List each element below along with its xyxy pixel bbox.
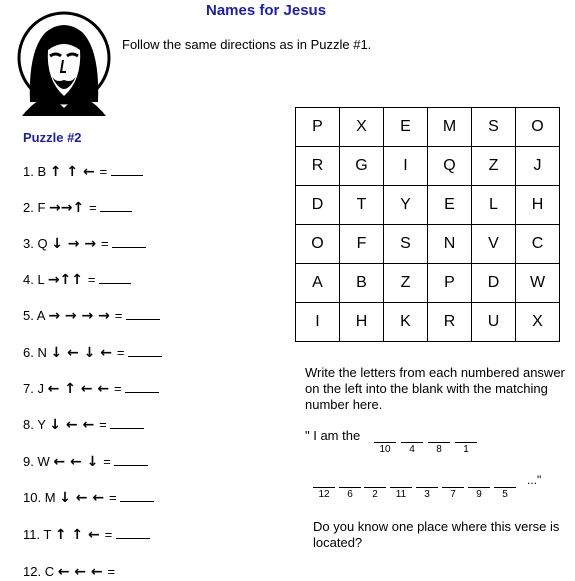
grid-cell: L — [472, 186, 516, 225]
grid-cell: D — [296, 186, 340, 225]
clue-letter: M — [44, 490, 60, 505]
jesus-portrait-icon — [16, 10, 112, 116]
clue-row — [23, 563, 119, 581]
grid-cell: G — [340, 147, 384, 186]
verse-blank-number: 3 — [424, 489, 430, 500]
grid-cell: O — [516, 108, 560, 147]
grid-cell: R — [428, 303, 472, 342]
clue-letter: Q — [37, 236, 52, 251]
verse-blank[interactable] — [416, 473, 438, 488]
verse-start-text: " I am the — [305, 428, 361, 443]
clue-row — [23, 526, 150, 544]
grid-cell: Z — [384, 264, 428, 303]
grid-cell: P — [296, 108, 340, 147]
clue-row — [23, 380, 159, 398]
grid-cell: Z — [472, 147, 516, 186]
grid-cell: D — [472, 264, 516, 303]
grid-cell: I — [384, 147, 428, 186]
clue-arrows: ↓ ← ↓ ← — [50, 345, 117, 361]
clue-row — [23, 416, 144, 434]
grid-row — [296, 108, 560, 147]
clue-arrows: → → → → — [48, 308, 115, 324]
verse-blank[interactable] — [313, 473, 335, 488]
verse-blank[interactable] — [468, 473, 490, 488]
answer-blank[interactable] — [114, 453, 148, 466]
clue-number: 7. — [23, 381, 38, 396]
verse-ellipsis: ..." — [527, 473, 542, 487]
clue-row — [23, 235, 146, 253]
answer-blank[interactable] — [110, 416, 144, 429]
clue-equals: = — [108, 490, 121, 505]
clue-number: 9. — [23, 454, 38, 469]
verse-blank-number: 7 — [450, 489, 456, 500]
clue-row — [23, 271, 131, 289]
clue-number: 6. — [23, 345, 38, 360]
grid-cell: T — [340, 186, 384, 225]
grid-cell: R — [296, 147, 340, 186]
clue-equals: = — [107, 564, 119, 579]
verse-blank[interactable] — [442, 473, 464, 488]
grid-cell: B — [340, 264, 384, 303]
answer-blank[interactable] — [120, 489, 154, 502]
answer-blank[interactable] — [126, 307, 160, 320]
clue-arrows: →→↑ — [49, 200, 90, 216]
grid-cell: Y — [384, 186, 428, 225]
clue-letter: A — [36, 308, 49, 323]
verse-blank[interactable] — [390, 473, 412, 488]
grid-cell: H — [340, 303, 384, 342]
clue-arrows: ← ← ← — [57, 564, 108, 580]
clue-letter: C — [44, 564, 58, 579]
clue-arrows: →↑↑ — [47, 272, 88, 288]
directions-text: Follow the same directions as in Puzzle #1. — [122, 37, 372, 52]
verse-blank-number: 8 — [436, 444, 442, 455]
grid-row — [296, 147, 560, 186]
clue-number: 8. — [23, 417, 38, 432]
clue-row — [23, 489, 154, 507]
verse-blank-number: 5 — [502, 489, 508, 500]
clue-arrows: ↓ ← ← — [59, 490, 109, 506]
verse-blank[interactable] — [374, 428, 396, 443]
grid-cell: W — [516, 264, 560, 303]
verse-blank[interactable] — [494, 473, 516, 488]
verse-blank-number: 10 — [379, 444, 391, 455]
verse-blank[interactable] — [455, 428, 477, 443]
clue-letter: J — [37, 381, 48, 396]
clue-equals: = — [116, 345, 129, 360]
grid-cell: J — [516, 147, 560, 186]
grid-cell: F — [340, 225, 384, 264]
verse-blank-number: 12 — [318, 489, 330, 500]
answer-blank[interactable] — [116, 526, 150, 539]
grid-cell: C — [516, 225, 560, 264]
grid-row — [296, 186, 560, 225]
clue-letter: Y — [37, 417, 50, 432]
grid-row — [296, 264, 560, 303]
clue-equals: = — [99, 164, 111, 179]
verse-blank-number: 9 — [476, 489, 482, 500]
grid-cell: Q — [428, 147, 472, 186]
clue-number: 10. — [23, 490, 45, 505]
grid-cell: E — [384, 108, 428, 147]
clue-equals: = — [114, 381, 126, 396]
clue-arrows: ← ↑ ← ← — [47, 381, 115, 397]
clue-arrows: ↑ ↑ ← — [54, 527, 105, 543]
answer-blank[interactable] — [112, 235, 146, 248]
grid-cell: P — [428, 264, 472, 303]
clue-number: 12. — [23, 564, 45, 579]
verse-blank-number: 2 — [372, 489, 378, 500]
verse-blank-number: 1 — [463, 444, 469, 455]
clue-equals: = — [89, 200, 101, 215]
clue-arrows: ← ← ↓ — [53, 454, 104, 470]
clue-row — [23, 163, 143, 181]
grid-cell: N — [428, 225, 472, 264]
clue-row — [23, 344, 162, 362]
clue-equals: = — [99, 417, 111, 432]
grid-cell: V — [472, 225, 516, 264]
answer-blank[interactable] — [125, 380, 159, 393]
clue-equals: = — [103, 454, 115, 469]
clue-letter: W — [37, 454, 54, 469]
clue-number: 5. — [23, 308, 37, 323]
instructions-text: Write the letters from each numbered answer on the left into the blank with the matching number here. — [305, 365, 565, 412]
clue-arrows: ↑ ↑ ← — [49, 164, 100, 180]
clue-row — [23, 307, 160, 325]
grid-cell: X — [516, 303, 560, 342]
grid-cell: S — [472, 108, 516, 147]
verse-blank-number: 4 — [409, 444, 415, 455]
grid-cell: E — [428, 186, 472, 225]
clue-letter: B — [37, 164, 50, 179]
grid-cell: U — [472, 303, 516, 342]
clue-arrows: ↓ ← ← — [49, 417, 100, 433]
answer-blank[interactable] — [100, 199, 132, 212]
clue-letter: L — [37, 272, 48, 287]
answer-blank[interactable] — [128, 344, 162, 357]
clue-letter: T — [43, 527, 55, 542]
answer-blank[interactable] — [111, 163, 143, 176]
grid-row — [296, 303, 560, 342]
clue-equals: = — [87, 272, 100, 287]
grid-cell: H — [516, 186, 560, 225]
page-title: Names for Jesus — [206, 2, 327, 19]
clue-number: 2. — [23, 200, 38, 215]
grid-cell: S — [384, 225, 428, 264]
clue-row — [23, 199, 132, 217]
clue-arrows: ↓ → → — [51, 236, 102, 252]
clue-equals: = — [114, 308, 126, 323]
verse-blank[interactable] — [364, 473, 386, 488]
clue-row — [23, 453, 148, 471]
verse-blank-number: 6 — [347, 489, 353, 500]
clue-equals: = — [104, 527, 116, 542]
clue-number: 1. — [23, 164, 38, 179]
grid-cell: I — [296, 303, 340, 342]
verse-blank[interactable] — [339, 473, 361, 488]
grid-cell: M — [428, 108, 472, 147]
clue-number: 3. — [23, 236, 38, 251]
letter-grid — [295, 107, 560, 342]
answer-blank[interactable] — [99, 271, 131, 284]
grid-cell: A — [296, 264, 340, 303]
verse-blank[interactable] — [401, 428, 423, 443]
puzzle-label: Puzzle #2 — [23, 130, 82, 145]
grid-cell: O — [296, 225, 340, 264]
verse-blank[interactable] — [428, 428, 450, 443]
question-text: Do you know one place where this verse is located? — [313, 519, 560, 550]
clue-letter: F — [37, 200, 50, 215]
grid-cell: X — [340, 108, 384, 147]
clue-equals: = — [101, 236, 113, 251]
grid-row — [296, 225, 560, 264]
clue-number: 4. — [23, 272, 38, 287]
verse-blank-number: 11 — [395, 489, 407, 500]
clue-letter: N — [37, 345, 51, 360]
clue-number: 11. — [23, 527, 44, 542]
grid-cell: K — [384, 303, 428, 342]
